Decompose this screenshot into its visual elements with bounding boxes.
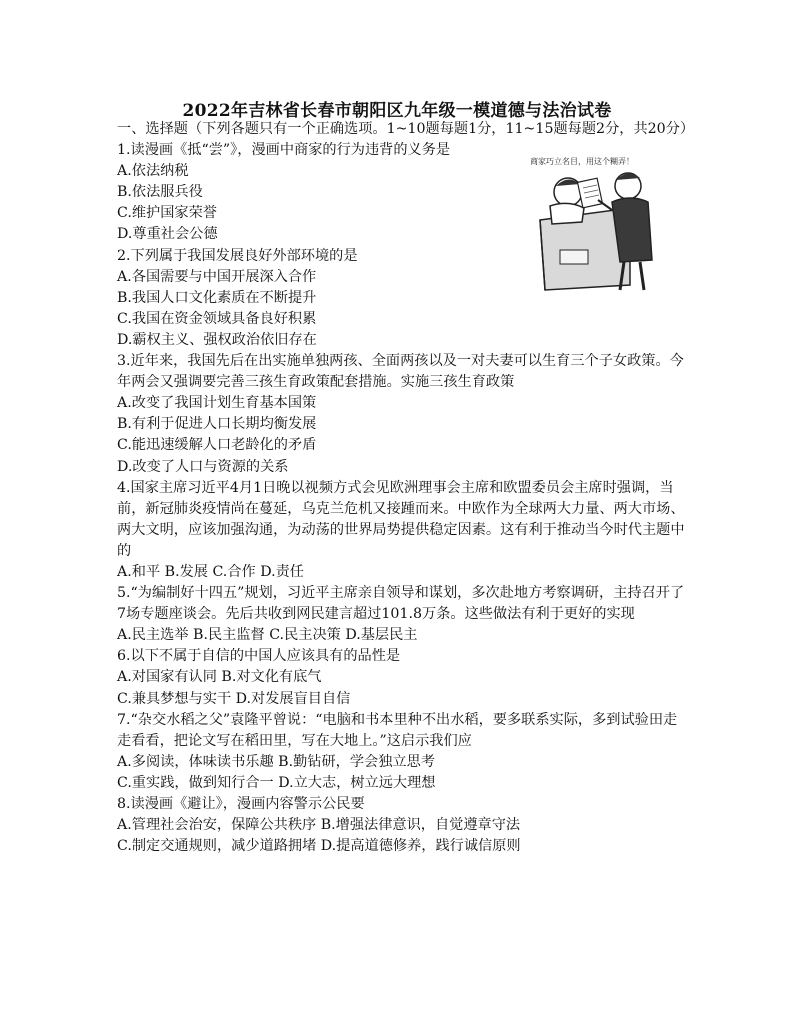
question-stem: 1.读漫画《抵“尝”》，漫画中商家的行为违背的义务是 — [117, 142, 451, 159]
question-option: A.依法纳税 — [117, 163, 189, 180]
question-stem: 5.“为编制好十四五”规划，习近平主席亲自领导和谋划，多次赴地方考察调研，主持召开了7场专题座谈会。先后共收到网民建言超过101.8万条。这些做法有利于更好的实现 — [117, 585, 685, 623]
question-stem: 2.下列属于我国发展良好外部环境的是 — [117, 247, 358, 264]
question-option: D.尊重社会公德 — [117, 226, 218, 243]
question-option: C.兼具梦想与实干 D.对发展盲目自信 — [117, 690, 351, 707]
exam-title: 2022年吉林省长春市朝阳区九年级一模道德与法治试卷 — [182, 101, 612, 121]
question-option: B.依法服兵役 — [117, 184, 203, 201]
question-option: D.霸权主义、强权政治依旧存在 — [117, 331, 317, 348]
question-option: A.多阅读，体味读书乐趣 B.勤钻研，学会独立思考 — [117, 753, 435, 770]
cartoon-caption: 商家巧立名目，用这个糊弄！ — [530, 157, 634, 166]
question-option: A.和平 B.发展 C.合作 D.责任 — [117, 563, 304, 580]
section-heading: 一、选择题（下列各题只有一个正确选项。1~10题每题1分，11~15题每题2分，共20分） — [117, 121, 695, 137]
question-option: C.我国在资金领域具备良好积累 — [117, 310, 317, 327]
question-stem: 7.“杂交水稻之父”袁隆平曾说：“电脑和书本里种不出水稻，要多联系实际，多到试验田走走看看，把论文写在稻田里，写在大地上。”这启示我们应 — [117, 711, 678, 749]
question-stem: 6.以下不属于自信的中国人应该具有的品性是 — [117, 648, 401, 665]
question-option: C.能迅速缓解人口老龄化的矛盾 — [117, 437, 317, 454]
question-option: B.我国人口文化素质在不断提升 — [117, 289, 317, 306]
question-option: A.对国家有认同 B.对文化有底气 — [117, 669, 322, 686]
question-option: A.民主选举 B.民主监督 C.民主决策 D.基层民主 — [117, 627, 418, 644]
question-option: C.重实践，做到知行合一 D.立大志，树立远大理想 — [117, 774, 436, 791]
question-option: A.各国需要与中国开展深入合作 — [117, 268, 317, 285]
question-option: C.维护国家荣誉 — [117, 205, 217, 222]
question-stem: 8.读漫画《避让》，漫画内容警示公民要 — [117, 796, 365, 812]
cartoon-illustration — [520, 150, 670, 300]
question-option: D.改变了人口与资源的关系 — [117, 458, 289, 475]
question-option: B.有利于促进人口长期均衡发展 — [117, 416, 317, 433]
question-stem: 4.国家主席习近平4月1日晚以视频方式会见欧洲理事会主席和欧盟委员会主席时强调，当前，新冠肺炎疫情尚在蔓延，乌克兰危机又接踵而来。中欧作为全球两大力量、两大市场、两大文明，应该加强沟通，为动荡的世界局势提供稳定因素。这有利于推动当今时代主题中的 — [117, 479, 685, 559]
question-option: C.制定交通规则，减少道路拥堵 D.提高道德修养，践行诚信原则 — [117, 838, 521, 855]
question-option: A.管理社会治安，保障公共秩序 B.增强法律意识，自觉遵章守法 — [117, 817, 521, 834]
question-option: A.改变了我国计划生育基本国策 — [117, 395, 317, 412]
question-stem: 3.近年来，我国先后在出实施单独两孩、全面两孩以及一对夫妻可以生育三个子女政策。今年两会又强调要完善三孩生育政策配套措施。实施三孩生育政策 — [117, 353, 684, 391]
